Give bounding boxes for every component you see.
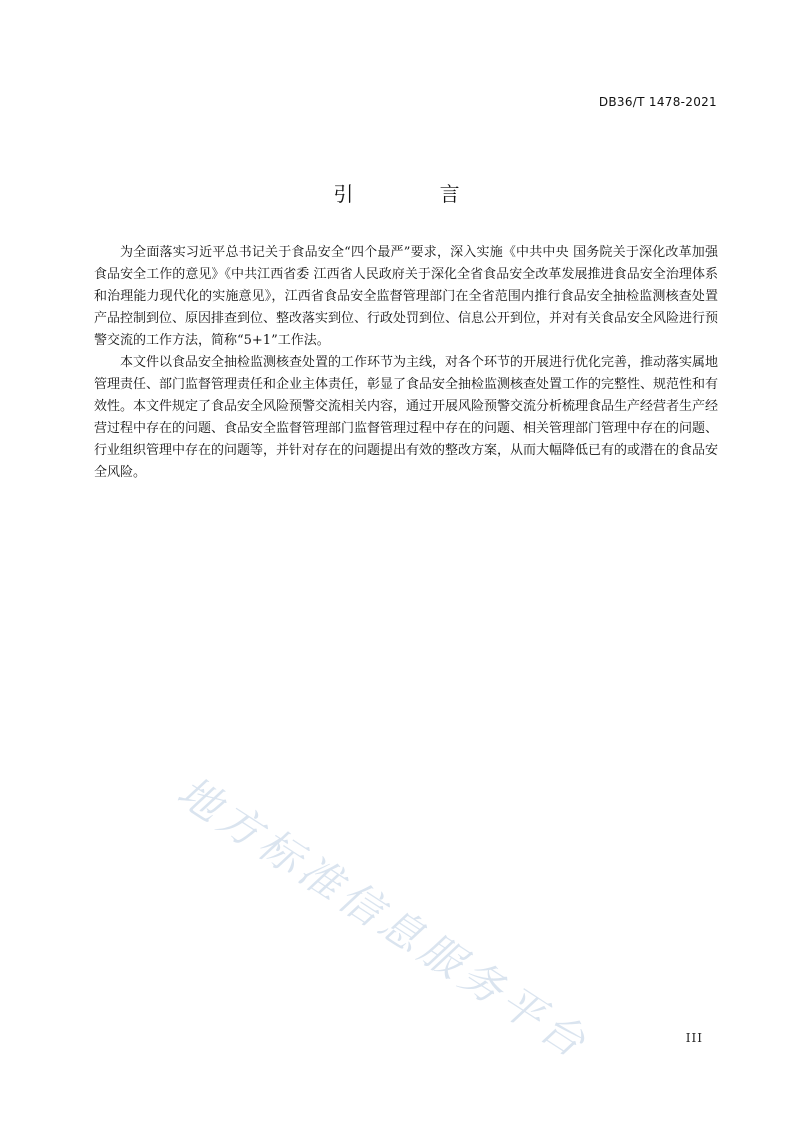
paragraph-1: 为全面落实习近平总书记关于食品安全“四个最严”要求，深入实施《中共中央 国务院关于深化改革加强食品安全工作的意见》《中共江西省委 江西省人民政府关于深化全省食品安全改革发展推进食品安全治理体系和治理能力现代化的实施意见》，江西省食品安全监督管理部门在全省范围内推行食品安全抽检监测核查处置产品控制到位、原因排查到位、整改落实到位、行政处罚到位、信息公开到位，并对有关食品安全风险进行预警交流的工作方法，简称“5+1”工作法。	[94, 245, 719, 348]
paragraph-2: 本文件以食品安全抽检监测核查处置的工作环节为主线，对各个环节的开展进行优化完善，推动落实属地管理责任、部门监督管理责任和企业主体责任，彰显了食品安全抽检监测核查处置工作的完整性、规范性和有效性。本文件规定了食品安全风险预警交流相关内容，通过开展风险预警交流分析梳理食品生产经营者生产经营过程中存在的问题、食品安全监督管理部门监督管理过程中存在的问题、相关管理部门管理中存在的问题、行业组织管理中存在的问题等，并针对存在的问题提出有效的整改方案，从而大幅降低已有的或潜在的食品安全风险。	[94, 355, 719, 480]
document-code: DB36/T 1478-2021	[598, 95, 717, 109]
section-title: 引 言	[333, 182, 500, 206]
body-text	[94, 242, 718, 484]
page-number: III	[685, 1031, 703, 1045]
watermark: 地方标准信息服务平台	[168, 766, 599, 1070]
